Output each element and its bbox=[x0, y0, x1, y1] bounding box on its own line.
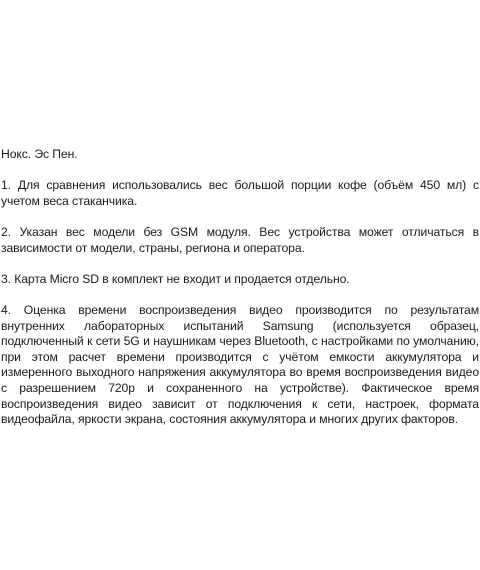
footnote-intro: Нокс. Эс Пен. bbox=[1, 147, 78, 161]
footnote-1: 1. Для сравнения использовались вес большой порции кофе (объём 450 мл) с учетом веса стаканчика. bbox=[1, 178, 479, 208]
footnotes-section bbox=[1, 147, 479, 443]
footnote-2: 2. Указан вес модели без GSM модуля. Вес устройства может отличаться в зависимости от модели, страны, региона и оператора. bbox=[1, 224, 479, 255]
footnote-4: 4. Оценка времени воспроизведения видео производится по результатам внутренних лабораторных испытаний Samsung (используется образец, подключенный к сети 5G и наушникам через Bluetooth, с настройками по умолчанию, при этом расчет времени производится с учётом емкости аккумулятора и измеренного выходного напряжения аккумулятора во время воспроизведения видео с разрешением 720p и сохраненного на устройстве). Фактическое время воспроизведения видео зависит от подключения к сети, настроек, формата видеофайла, яркости экрана, состояния аккумулятора и многих других факторов. bbox=[1, 302, 479, 427]
footnote-3: 3. Карта Micro SD в комплект не входит и продается отдельно. bbox=[1, 271, 350, 286]
